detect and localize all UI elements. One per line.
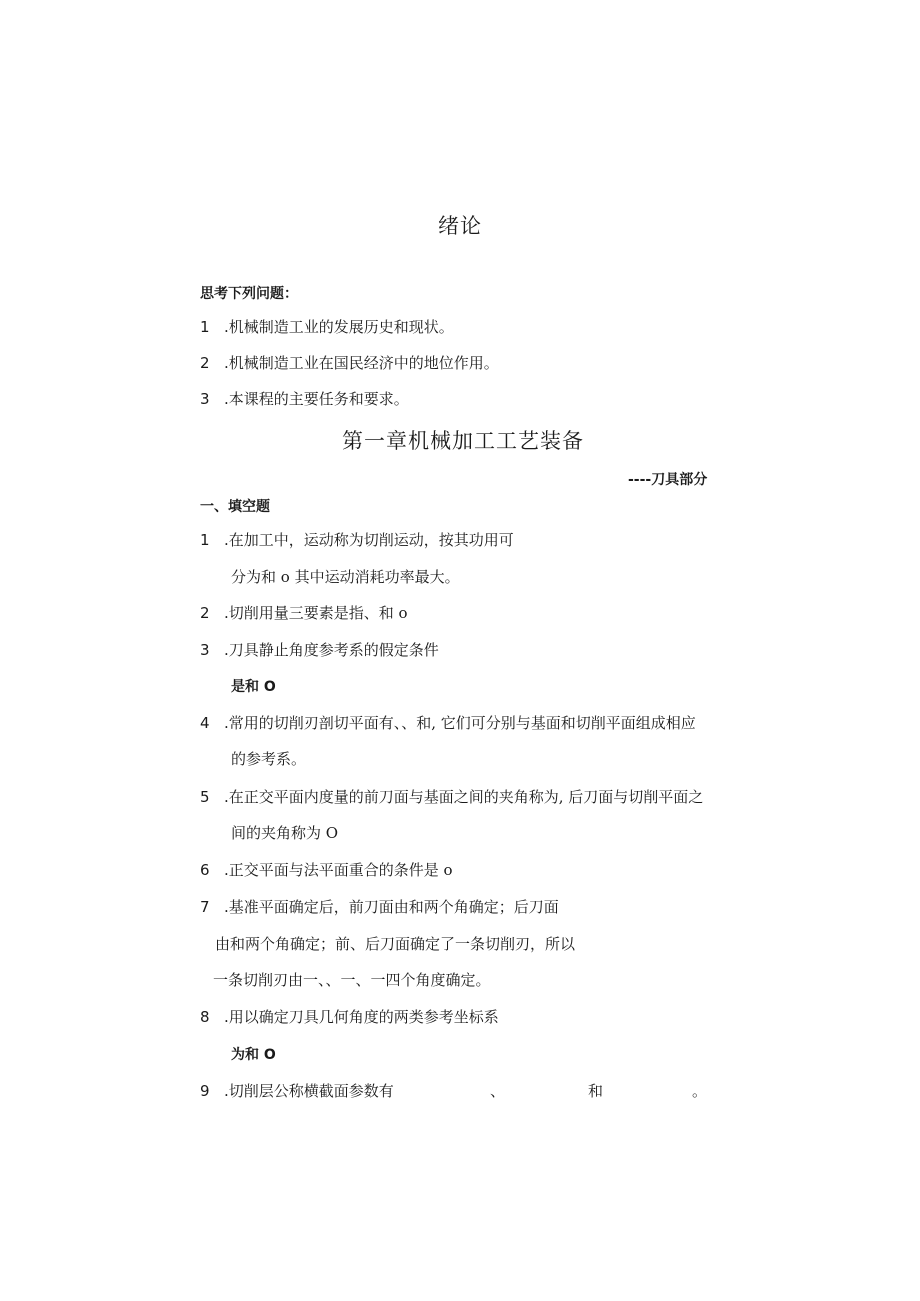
item-text: .用以确定刀具几何角度的两类参考坐标系 [224, 1008, 499, 1026]
item-number: 5 [200, 788, 210, 806]
item-continuation: 间的夹角称为 O [231, 824, 339, 842]
item-number: 2 [200, 604, 210, 622]
item-number: 8 [200, 1008, 210, 1026]
item-number: 3 [200, 641, 210, 659]
item-text: .在正交平面内度量的前刀面与基面之间的夹角称为, 后刀面与切削平面之 [224, 788, 704, 806]
intro-heading: 思考下列问题： [200, 286, 298, 302]
fill-item [200, 1006, 499, 1027]
item-text: .正交平面与法平面重合的条件是 o [224, 861, 453, 879]
chapter-title: 第一章机械加工工艺装备 [342, 429, 584, 453]
item-text: .在加工中，运动称为切削运动，按其功用可 [224, 531, 514, 549]
item-continuation: 由和两个角确定；前、后刀面确定了一条切削刃，所以 [215, 935, 576, 953]
fill-item [200, 1080, 394, 1101]
blank-separator: 、 [490, 1082, 506, 1100]
section-heading: 一、填空题 [200, 499, 270, 515]
fill-item [200, 786, 703, 807]
intro-question [200, 316, 454, 337]
item-continuation: 一条切削刃由一、、一、一四个角度确定。 [213, 971, 491, 989]
item-number: 9 [200, 1082, 210, 1100]
item-text: .切削用量三要素是指、和 o [224, 604, 408, 622]
item-number: 4 [200, 714, 210, 732]
intro-title: 绪论 [438, 214, 482, 238]
item-continuation: 的参考系。 [231, 750, 307, 768]
item-continuation: 为和 O [231, 1047, 276, 1063]
item-text: .切削层公称横截面参数有 [224, 1082, 394, 1100]
item-number: 1 [200, 531, 210, 549]
item-text: .基准平面确定后，前刀面由和两个角确定；后刀面 [224, 898, 559, 916]
question-number: 1 [200, 318, 210, 336]
chapter-subtitle: ----刀具部分 [628, 472, 708, 488]
item-number: 6 [200, 861, 210, 879]
intro-question [200, 352, 499, 373]
question-text: .本课程的主要任务和要求。 [224, 390, 409, 408]
intro-question [200, 388, 409, 409]
fill-item [200, 529, 514, 550]
item-text: .常用的切削刃剖切平面有、、和, 它们可分别与基面和切削平面组成相应 [224, 714, 696, 732]
fill-item [200, 896, 559, 917]
fill-item [200, 602, 408, 623]
item-continuation: 分为和 o 其中运动消耗功率最大。 [231, 568, 460, 586]
fill-item [200, 859, 453, 880]
question-number: 2 [200, 354, 210, 372]
item-continuation: 是和 O [231, 679, 276, 695]
blank-separator: 和 [588, 1082, 604, 1100]
item-text: .刀具静止角度参考系的假定条件 [224, 641, 439, 659]
question-text: .机械制造工业在国民经济中的地位作用。 [224, 354, 499, 372]
blank-separator: 。 [692, 1082, 708, 1100]
fill-item [200, 639, 439, 660]
question-number: 3 [200, 390, 210, 408]
question-text: .机械制造工业的发展历史和现状。 [224, 318, 454, 336]
fill-item [200, 712, 696, 733]
item-number: 7 [200, 898, 210, 916]
